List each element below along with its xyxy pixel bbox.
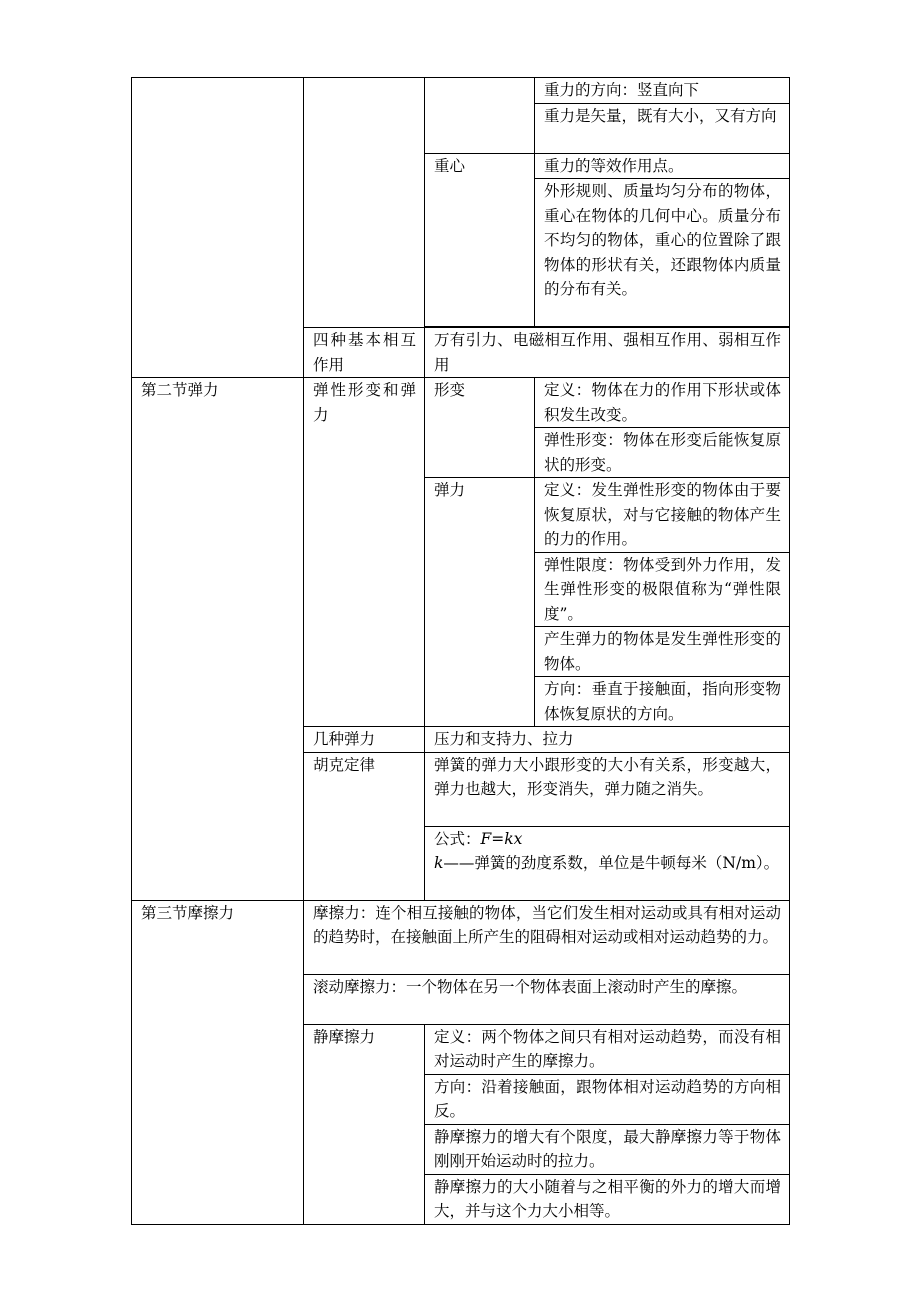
section3-title: 第三节摩擦力 xyxy=(132,900,304,1224)
elastic-deform: 弹性形变：物体在形变后能恢复原状的形变。 xyxy=(535,428,790,478)
four-forces-label: 四种基本相互作用 xyxy=(304,328,425,378)
friction-definition: 摩擦力：连个相互接触的物体，当它们发生相对运动或具有相对运动的趋势时，在接触面上所产生的阻碍相对运动或相对运动趋势的力。 xyxy=(304,900,790,974)
elastic-limit: 弹性限度：物体受到外力作用，发生弹性形变的极限值称为“弹性限度”。 xyxy=(535,552,790,627)
static-size: 静摩擦力的大小随着与之相平衡的外力的增大而增大，并与这个力大小相等。 xyxy=(425,1174,790,1224)
deform-label: 形变 xyxy=(425,378,535,478)
formula: F=kx xyxy=(480,829,523,848)
static-limit: 静摩擦力的增大有个限度，最大静摩擦力等于物体刚刚开始运动时的拉力。 xyxy=(425,1124,790,1174)
table-row xyxy=(132,900,790,974)
k-description: ——弹簧的劲度系数，单位是牛顿每米（N/m）。 xyxy=(443,854,780,872)
gravity-vector: 重力是矢量，既有大小，又有方向 xyxy=(535,103,790,153)
table-row xyxy=(132,78,790,104)
subtopic-cell xyxy=(425,78,535,154)
deform-definition: 定义：物体在力的作用下形状或体积发生改变。 xyxy=(535,378,790,428)
kinds-text: 压力和支持力、拉力 xyxy=(425,727,790,753)
k-symbol: k xyxy=(434,854,444,872)
formula-prefix: 公式： xyxy=(434,829,481,848)
table-row xyxy=(132,378,790,428)
elastic-force-label: 弹力 xyxy=(425,478,535,727)
four-forces-text: 万有引力、电磁相互作用、强相互作用、弱相互作用 xyxy=(425,328,790,378)
elastic-label: 弹性形变和弹力 xyxy=(304,378,425,727)
hooke-text: 弹簧的弹力大小跟形变的大小有关系，形变越大，弹力也越大，形变消失，弹力随之消失。 xyxy=(425,752,790,826)
rolling-friction: 滚动摩擦力：一个物体在另一个物体表面上滚动时产生的摩擦。 xyxy=(304,974,790,1024)
static-friction-label: 静摩擦力 xyxy=(304,1024,425,1224)
static-direction: 方向：沿着接触面，跟物体相对运动趋势的方向相反。 xyxy=(425,1074,790,1124)
cog-detail: 外形规则、质量均匀分布的物体，重心在物体的几何中心。质量分布不均匀的物体，重心的位置除了跟物体的形状有关，还跟物体内质量的分布有关。 xyxy=(535,179,790,327)
gravity-direction: 重力的方向：竖直向下 xyxy=(535,78,790,104)
static-definition: 定义：两个物体之间只有相对运动趋势，而没有相对运动时产生的摩擦力。 xyxy=(425,1024,790,1074)
section-title-cell xyxy=(132,78,304,378)
elastic-direction: 方向：垂直于接触面，指向形变物体恢复原状的方向。 xyxy=(535,677,790,727)
cog-label: 重心 xyxy=(425,153,535,327)
physics-notes-table xyxy=(131,77,790,1225)
elastic-force-definition: 定义：发生弹性形变的物体由于要恢复原状，对与它接触的物体产生的力的作用。 xyxy=(535,478,790,553)
section2-title: 第二节弹力 xyxy=(132,378,304,901)
hooke-label: 胡克定律 xyxy=(304,752,425,900)
topic-cell xyxy=(304,78,425,328)
kinds-label: 几种弹力 xyxy=(304,727,425,753)
elastic-producer: 产生弹力的物体是发生弹性形变的物体。 xyxy=(535,627,790,677)
hooke-formula xyxy=(425,826,790,900)
cog-definition: 重力的等效作用点。 xyxy=(535,153,790,179)
